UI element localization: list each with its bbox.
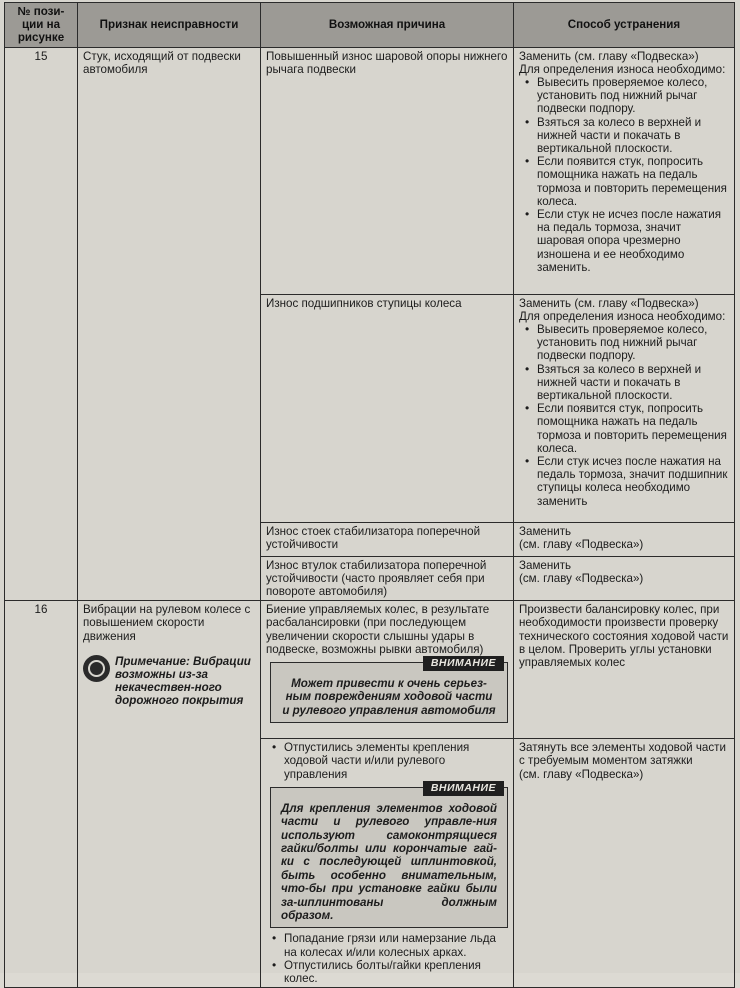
remedy-line: Заменить — [519, 524, 572, 538]
header-position-number: № пози-ции на рисунке — [5, 3, 78, 48]
warning-text: Может привести к очень серьез-ным повреждениям ходовой части и рулевого управления автомобиля — [282, 677, 496, 717]
cause-bullet: • Отпустились элементы крепления ходовой части и/или рулевого управления — [266, 741, 508, 781]
remedy-bullet: • Если появится стук, попросить помощника нажать на педаль тормоза и повторить перемещения колеса. — [519, 402, 729, 455]
symptom-text: Вибрации на рулевом колесе с повышением скорости движения — [83, 603, 251, 643]
remedy-cell — [514, 739, 735, 988]
cause-cell: Износ втулок стабилизатора поперечной устойчивости (часто проявляет себя при повороте автомобиля) — [261, 556, 514, 601]
remedy-line: (см. главу «Подвеска») — [519, 537, 644, 551]
remedy-bullet: • Вывесить проверяемое колесо, установить под нижний рычаг подвески подпору. — [519, 323, 729, 363]
remedy-line: Заменить (см. главу «Подвеска») — [519, 49, 699, 63]
cause-text: Биение управляемых колес, в результате расбалансировки (при последующем увеличении скорости слышны удары в подвеске, возможны рывки автомобиля) — [266, 603, 490, 656]
remedy-bullet: • Взяться за колесо в верхней и нижней части и покачать в вертикальной плоскости. — [519, 116, 729, 156]
remedy-cell — [514, 294, 735, 522]
remedy-cell — [514, 522, 735, 556]
troubleshooting-table — [4, 2, 735, 988]
remedy-cell — [514, 556, 735, 601]
cause-cell: Повышенный износ шаровой опоры нижнего рычага подвески — [261, 47, 514, 294]
cause-cell: Износ подшипников ступицы колеса — [261, 294, 514, 522]
remedy-cell — [514, 47, 735, 294]
header-symptom: Признак неисправности — [78, 3, 261, 48]
note-block — [83, 655, 255, 707]
remedy-line: Для определения износа необходимо: — [519, 309, 726, 323]
position-number: 16 — [5, 601, 78, 988]
table-row — [5, 601, 735, 739]
remedy-bullet: • Если появится стук, попросить помощника нажать на педаль тормоза и повторить перемещения колеса. — [519, 155, 729, 208]
cause-cell — [261, 739, 514, 988]
header-remedy: Способ устранения — [514, 3, 735, 48]
remedy-line: Затянуть все элементы ходовой части с требуемым моментом затяжки — [519, 741, 726, 768]
remedy-line: (см. главу «Подвеска») — [519, 571, 644, 585]
remedy-line: (см. главу «Подвеска») — [519, 767, 644, 781]
remedy-bullet: • Если стук исчез после нажатия на педаль тормоза, значит подшипник ступицы колеса необходимо заменить — [519, 455, 729, 508]
note-text: Примечание: Вибрации возможны из-за некачествен-ного дорожного покрытия — [115, 654, 251, 707]
remedy-cell: Произвести балансировку колес, при необходимости произвести проверку технического состояния ходовой части в целом. Проверить углы установки управляемых колес — [514, 601, 735, 739]
remedy-line: Заменить (см. главу «Подвеска») — [519, 296, 699, 310]
cause-cell — [261, 601, 514, 739]
header-cause: Возможная причина — [261, 3, 514, 48]
warning-label: ВНИМАНИЕ — [423, 781, 504, 796]
remedy-bullet: • Вывесить проверяемое колесо, установить под нижний рычаг подвески подпору. — [519, 76, 729, 116]
position-number: 15 — [5, 47, 78, 601]
symptom-cell: Стук, исходящий от подвески автомобиля — [78, 47, 261, 601]
note-icon — [83, 655, 110, 682]
table-header-row — [5, 3, 735, 48]
warning-label: ВНИМАНИЕ — [423, 656, 504, 671]
cause-bullet: • Попадание грязи или намерзание льда на колесах и/или колесных арках. — [266, 932, 508, 958]
remedy-bullet: • Взяться за колесо в верхней и нижней части и покачать в вертикальной плоскости. — [519, 363, 729, 403]
warning-box — [270, 781, 508, 929]
cause-cell: Износ стоек стабилизатора поперечной устойчивости — [261, 522, 514, 556]
warning-text: Для крепления элементов ходовой части и рулевого управле-ния используют самоконтрящиеся гайки/болты или корончатые гай-ки с последующей шплинтовкой, быть особенно внимательным, что-бы при установке гайки были за-шплинтованы должным образом. — [281, 801, 497, 923]
table-row — [5, 47, 735, 294]
remedy-line: Для определения износа необходимо: — [519, 62, 726, 76]
symptom-cell — [78, 601, 261, 988]
remedy-bullet: • Если стук не исчез после нажатия на педаль тормоза, значит шаровая опора чрезмерно изношена и ее необходимо заменить. — [519, 208, 729, 274]
remedy-line: Заменить — [519, 558, 572, 572]
warning-box — [270, 657, 508, 723]
cause-bullet: • Отпустились болты/гайки крепления колес. — [266, 959, 508, 985]
